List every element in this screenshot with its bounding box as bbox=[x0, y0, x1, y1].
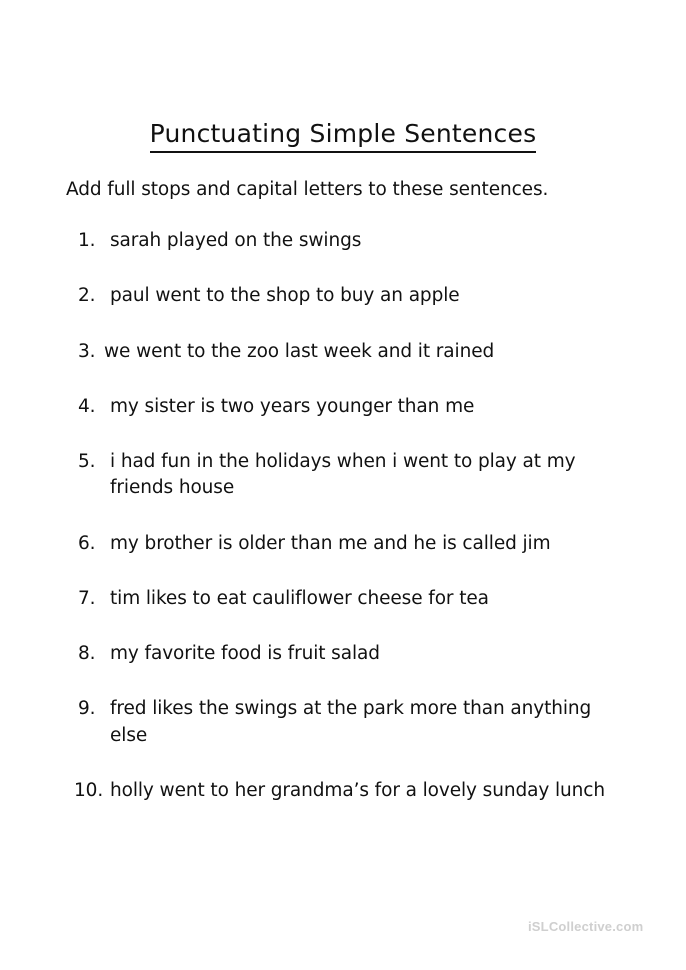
list-item bbox=[78, 531, 638, 557]
list-item bbox=[78, 283, 638, 309]
sentence-list bbox=[74, 228, 638, 804]
list-item-text: sarah played on the swings bbox=[110, 230, 362, 251]
list-item-text: holly went to her grandma’s for a lovely sunday lunch bbox=[110, 779, 605, 801]
list-item-text: fred likes the swings at the park more than anything else bbox=[110, 698, 592, 746]
list-item bbox=[78, 696, 638, 749]
list-item-number: 6. bbox=[78, 532, 96, 554]
list-item-number: 7. bbox=[78, 587, 96, 609]
page-title: Punctuating Simple Sentences bbox=[150, 120, 537, 153]
list-item-number: 1. bbox=[78, 230, 96, 251]
instruction-text: Add full stops and capital letters to these sentences. bbox=[66, 179, 549, 200]
list-item bbox=[78, 641, 638, 667]
list-item-text: we went to the zoo last week and it rained bbox=[104, 340, 495, 362]
page-title-container bbox=[0, 120, 686, 153]
list-item-text: my favorite food is fruit salad bbox=[110, 643, 380, 665]
list-item bbox=[78, 586, 638, 612]
list-item-text: my sister is two years younger than me bbox=[110, 395, 475, 417]
list-item-number: 10. bbox=[74, 779, 104, 801]
list-item-text: paul went to the shop to buy an apple bbox=[110, 285, 460, 307]
list-item bbox=[74, 778, 638, 804]
list-item-number: 9. bbox=[78, 698, 96, 720]
list-item-text: tim likes to eat cauliflower cheese for tea bbox=[110, 587, 489, 609]
list-item-text: i had fun in the holidays when i went to play at my friends house bbox=[110, 451, 576, 499]
list-item bbox=[78, 228, 638, 254]
list-item-number: 5. bbox=[78, 451, 96, 473]
watermark: iSLCollective.com bbox=[528, 919, 644, 934]
list-item bbox=[78, 339, 638, 365]
list-item-number: 4. bbox=[78, 395, 96, 417]
list-item-number: 3. bbox=[78, 340, 96, 362]
list-item-text: my brother is older than me and he is called jim bbox=[110, 532, 551, 554]
list-item bbox=[78, 394, 638, 420]
list-item-number: 8. bbox=[78, 643, 96, 665]
list-item-number: 2. bbox=[78, 285, 96, 307]
list-item bbox=[78, 449, 638, 502]
